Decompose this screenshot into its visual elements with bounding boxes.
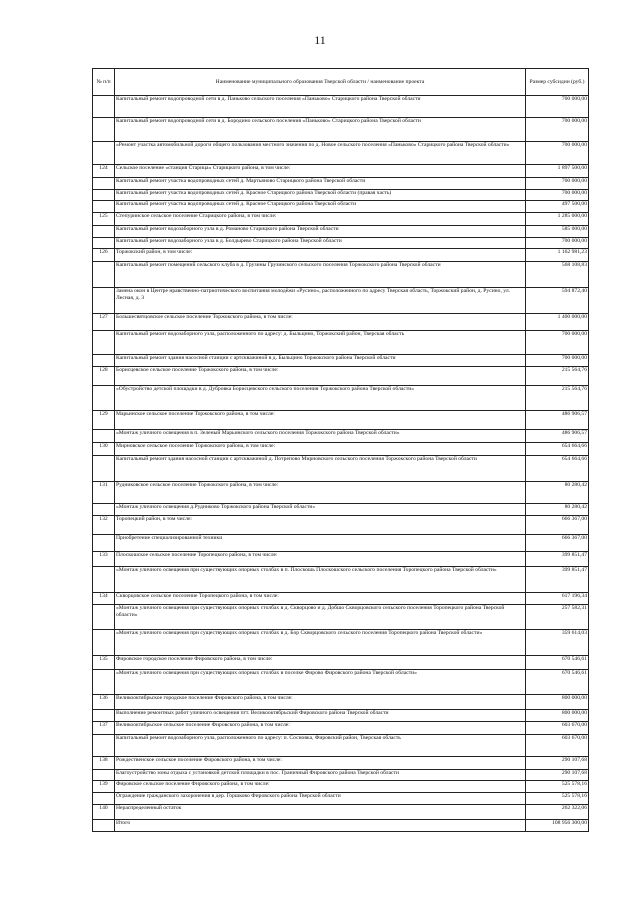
- row-name: Капитальный ремонт участка водопроводных сетей д. Мартьяново Старицкого района Тверской области: [115, 178, 526, 190]
- table-row: [93, 411, 589, 430]
- row-number: [93, 535, 115, 552]
- row-number: 133: [93, 552, 115, 567]
- row-amount: 525 578,16: [526, 793, 589, 805]
- row-number: 127: [93, 314, 115, 331]
- table-row: [93, 552, 589, 567]
- row-amount: 700 000,00: [526, 331, 589, 355]
- row-name: «Монтаж уличного освещения д.Рудниково Торжокского района Тверской области»: [115, 504, 526, 516]
- header-num: № п/п: [93, 69, 115, 96]
- row-number: [93, 288, 115, 314]
- table-row: [93, 735, 589, 757]
- row-name: Большесвятцовское сельское поселение Торжокского района, в том числе:: [115, 314, 526, 331]
- table-row: [93, 142, 589, 165]
- row-name: Торопецкий район, в том числе:: [115, 516, 526, 535]
- header-name: Наименование муниципального образования Тверской области / наименование проекта: [115, 69, 526, 96]
- row-number: [93, 504, 115, 516]
- row-name: Капитальный ремонт помещений сельского клуба в д. Грузины Грузинского сельского поселения Торжокского района Тверской области: [115, 262, 526, 288]
- row-amount: 654 664,66: [526, 456, 589, 482]
- row-amount: 215 564,76: [526, 386, 589, 411]
- row-amount: 80 280,42: [526, 482, 589, 504]
- row-amount: 359 614,03: [526, 630, 589, 656]
- row-name: Степуринское сельское поселение Старицкого района, в том числе:: [115, 213, 526, 226]
- row-number: [93, 178, 115, 190]
- table-row: [93, 820, 589, 832]
- row-name: «Монтаж уличного освещения при существующих опорных столбах в поселке Фирово Фировского района Тверской области»: [115, 670, 526, 695]
- row-number: 125: [93, 213, 115, 226]
- row-number: [93, 820, 115, 832]
- row-amount: 800 000,00: [526, 695, 589, 710]
- table-row: [93, 504, 589, 516]
- row-name: Фировское городское поселение Фировского района, в том числе:: [115, 656, 526, 670]
- row-number: 130: [93, 443, 115, 456]
- table-row: [93, 355, 589, 367]
- row-amount: 290 107,68: [526, 757, 589, 770]
- row-name: Борисцевское сельское поселение Торжокского района, в том числе:: [115, 367, 526, 386]
- row-number: [93, 190, 115, 201]
- table-row: [93, 367, 589, 386]
- row-number: 129: [93, 411, 115, 430]
- row-name: Марьинское сельское поселение Торжокского района, в том числе:: [115, 411, 526, 430]
- row-name: «Ремонт участка автомобильной дороги общего пользования местного значения по д. Новое сельского поселения «Паньково» Старицкого района Тверской области»: [115, 142, 526, 165]
- row-name: Капитальный ремонт участка водопроводных сетей д. Красное Старицкого района Тверской области: [115, 201, 526, 213]
- table-row: [93, 331, 589, 355]
- table-row: [93, 262, 589, 288]
- row-name: Нераспределенный остаток: [115, 805, 526, 820]
- row-name: Итого: [115, 820, 526, 832]
- row-amount: 700 000,00: [526, 190, 589, 201]
- row-number: [93, 386, 115, 411]
- table-row: [93, 213, 589, 226]
- row-number: [93, 430, 115, 443]
- row-name: Мирновское сельское поселение Торжокского района, в том числе:: [115, 443, 526, 456]
- row-number: 138: [93, 757, 115, 770]
- row-name: Капитальный ремонт водозаборного узла, расположенного по адресу: д. Быльцино, Торжокский район, Тверская область: [115, 331, 526, 355]
- row-number: 128: [93, 367, 115, 386]
- row-amount: 262 322,06: [526, 805, 589, 820]
- row-amount: 257 582,31: [526, 605, 589, 630]
- row-number: 139: [93, 781, 115, 793]
- table-row: [93, 190, 589, 201]
- table-row: [93, 757, 589, 770]
- row-number: [93, 355, 115, 367]
- row-name: Капитальный ремонт водозаборного узла в д. Болдырево Старицкого района Тверской области: [115, 238, 526, 249]
- row-name: Рождественское сельское поселение Фировского района, в том числе:: [115, 757, 526, 770]
- page-number: 11: [314, 33, 326, 47]
- row-amount: 215 564,76: [526, 367, 589, 386]
- row-number: [93, 630, 115, 656]
- table-row: [93, 656, 589, 670]
- table-row: [93, 593, 589, 605]
- row-name: Замена окон в Центре нравственно-патриотического воспитания молодёжи «Русино», расположенного по адресу Тверская область, Торжокский район, д. Русино, ул. Лесная, д. 3: [115, 288, 526, 314]
- row-number: 137: [93, 722, 115, 735]
- table-row: [93, 516, 589, 535]
- row-number: [93, 262, 115, 288]
- row-amount: 603 670,00: [526, 722, 589, 735]
- row-amount: 1 897 500,00: [526, 165, 589, 178]
- row-name: Капитальный ремонт водозаборного узла в д. Романово Старицкого района Тверской области: [115, 226, 526, 238]
- row-name: «Монтаж уличного освещения при существующих опорных столбах в д. Бор Скворцовского сельского поселения Торопецкого района Тверской области»: [115, 630, 526, 656]
- row-amount: 486 906,57: [526, 430, 589, 443]
- row-amount: 700 000,00: [526, 96, 589, 118]
- row-amount: 700 000,00: [526, 238, 589, 249]
- row-name: Приобретение специализированной техники: [115, 535, 526, 552]
- row-name: Выполнение ремонтных работ уличного освещения пгт. Великооктябрьский Фировского района Тверской области: [115, 710, 526, 722]
- table-row: [93, 201, 589, 213]
- table-row: [93, 226, 589, 238]
- row-number: [93, 456, 115, 482]
- row-amount: 617 196,34: [526, 593, 589, 605]
- row-number: 132: [93, 516, 115, 535]
- row-number: [93, 96, 115, 118]
- row-name: Капитальный ремонт здания насосной станции с артскважиной д. Потрепово Мирновского сельского поселения Торжокского района Тверской области: [115, 456, 526, 482]
- row-number: [93, 331, 115, 355]
- table-row: [93, 456, 589, 482]
- row-name: Капитальный ремонт водопроводной сети в д. Паньково сельского поселения «Паньково» Старицкого района Тверской области: [115, 96, 526, 118]
- row-number: 124: [93, 165, 115, 178]
- row-amount: 654 664,66: [526, 443, 589, 456]
- subsidy-table: [92, 68, 589, 832]
- row-amount: 399 851,47: [526, 567, 589, 593]
- table-row: [93, 178, 589, 190]
- row-name: «Монтаж уличного освещения при существующих опорных столбах в п. Плоскошь Плоскошского сельского поселения Торопецкого района Тверской области»: [115, 567, 526, 593]
- table-row: [93, 288, 589, 314]
- table-row: [93, 605, 589, 630]
- row-amount: 670 546,61: [526, 656, 589, 670]
- table-row: [93, 249, 589, 262]
- table-row: [93, 793, 589, 805]
- row-name: Капитальный ремонт участка водопроводных сетей д. Красное Старицкого района Тверской области (правая часть): [115, 190, 526, 201]
- row-number: [93, 238, 115, 249]
- row-number: 135: [93, 656, 115, 670]
- table-row: [93, 805, 589, 820]
- row-amount: 290 107,68: [526, 770, 589, 781]
- table-row: [93, 386, 589, 411]
- table-row: [93, 314, 589, 331]
- row-number: 140: [93, 805, 115, 820]
- table-row: [93, 165, 589, 178]
- header-amount: Размер субсидии (руб.): [526, 69, 589, 96]
- row-name: Рудниковское сельское поселение Торжокского района, в том числе:: [115, 482, 526, 504]
- row-number: [93, 142, 115, 165]
- row-amount: 108 956 300,00: [526, 820, 589, 832]
- row-amount: 800 000,00: [526, 710, 589, 722]
- row-amount: 1 162 981,23: [526, 249, 589, 262]
- table-row: [93, 535, 589, 552]
- row-amount: 486 906,57: [526, 411, 589, 430]
- row-number: 126: [93, 249, 115, 262]
- row-amount: 666 367,00: [526, 535, 589, 552]
- row-number: [93, 226, 115, 238]
- row-name: Ограждение гражданского захоронения в дер. Горшково Фировского района Тверской области: [115, 793, 526, 805]
- row-name: Капитальный ремонт здания насосной станции с артскважиной в д. Быльцино Торжокского района Тверской области: [115, 355, 526, 367]
- table-row: [93, 670, 589, 695]
- table-row: [93, 722, 589, 735]
- row-amount: 568 108,83: [526, 262, 589, 288]
- table-row: [93, 96, 589, 118]
- row-amount: 700 000,00: [526, 142, 589, 165]
- row-name: Скворцовское сельское поселение Торопецкого района, в том числе:: [115, 593, 526, 605]
- row-name: Великооктябрьское городское поселение Фировского района, в том числе:: [115, 695, 526, 710]
- row-number: 134: [93, 593, 115, 605]
- table-row: [93, 118, 589, 142]
- row-amount: 585 000,00: [526, 226, 589, 238]
- row-name: Фировское сельское поселение Фировского района, в том числе:: [115, 781, 526, 793]
- row-name: «Монтаж уличного освещения в п. Зеленый Марьинского сельского поселения Торжокского района Тверской области»: [115, 430, 526, 443]
- row-amount: 700 000,00: [526, 118, 589, 142]
- row-number: [93, 118, 115, 142]
- row-number: 131: [93, 482, 115, 504]
- row-name: Сельское поселение «станция Старица» Старицкого района, в том числе:: [115, 165, 526, 178]
- table-row: [93, 710, 589, 722]
- row-amount: 497 500,00: [526, 201, 589, 213]
- table-row: [93, 482, 589, 504]
- row-amount: 1 285 000,00: [526, 213, 589, 226]
- table-row: [93, 630, 589, 656]
- row-amount: 700 000,00: [526, 178, 589, 190]
- table-header-row: [93, 69, 589, 96]
- row-amount: 525 578,16: [526, 781, 589, 793]
- row-number: [93, 735, 115, 757]
- row-amount: 603 670,00: [526, 735, 589, 757]
- row-amount: 399 851,47: [526, 552, 589, 567]
- row-number: 136: [93, 695, 115, 710]
- row-number: [93, 770, 115, 781]
- table-row: [93, 770, 589, 781]
- row-name: Капитальный ремонт водозаборного узла, расположенного по адресу: п. Сосновка, Фировский район, Тверская область: [115, 735, 526, 757]
- row-name: Великооктябрьское сельское поселение Фировского района, в том числе:: [115, 722, 526, 735]
- table-row: [93, 695, 589, 710]
- row-number: [93, 670, 115, 695]
- table-row: [93, 567, 589, 593]
- table-row: [93, 430, 589, 443]
- row-amount: 700 000,00: [526, 355, 589, 367]
- table-row: [93, 443, 589, 456]
- row-amount: 594 872,40: [526, 288, 589, 314]
- table-row: [93, 238, 589, 249]
- row-amount: 670 546,61: [526, 670, 589, 695]
- row-number: [93, 201, 115, 213]
- table-row: [93, 781, 589, 793]
- row-number: [93, 605, 115, 630]
- row-name: Капитальный ремонт водопроводной сети в д. Бородино сельского поселения «Паньково» Старицкого района Тверской области: [115, 118, 526, 142]
- row-amount: 666 367,00: [526, 516, 589, 535]
- row-number: [93, 567, 115, 593]
- row-name: «Монтаж уличного освещения при существующих опорных столбах в д. Скворцово и д. Добшо Скворцовского сельского поселения Торопецкого района Тверской области»: [115, 605, 526, 630]
- row-name: Благоустройство зоны отдыха с установкой детской площадки в пос. Граничный Фировского района Тверской области: [115, 770, 526, 781]
- row-number: [93, 793, 115, 805]
- row-number: [93, 710, 115, 722]
- row-name: Плоскошское сельское поселение Торопецкого района, в том числе:: [115, 552, 526, 567]
- row-name: Торжокский район, в том числе:: [115, 249, 526, 262]
- row-amount: 80 280,42: [526, 504, 589, 516]
- row-amount: 1 400 000,00: [526, 314, 589, 331]
- row-name: «Обустройство детской площадки в д. Дубровка Борисцевского сельского поселения Торжокского района Тверской области»: [115, 386, 526, 411]
